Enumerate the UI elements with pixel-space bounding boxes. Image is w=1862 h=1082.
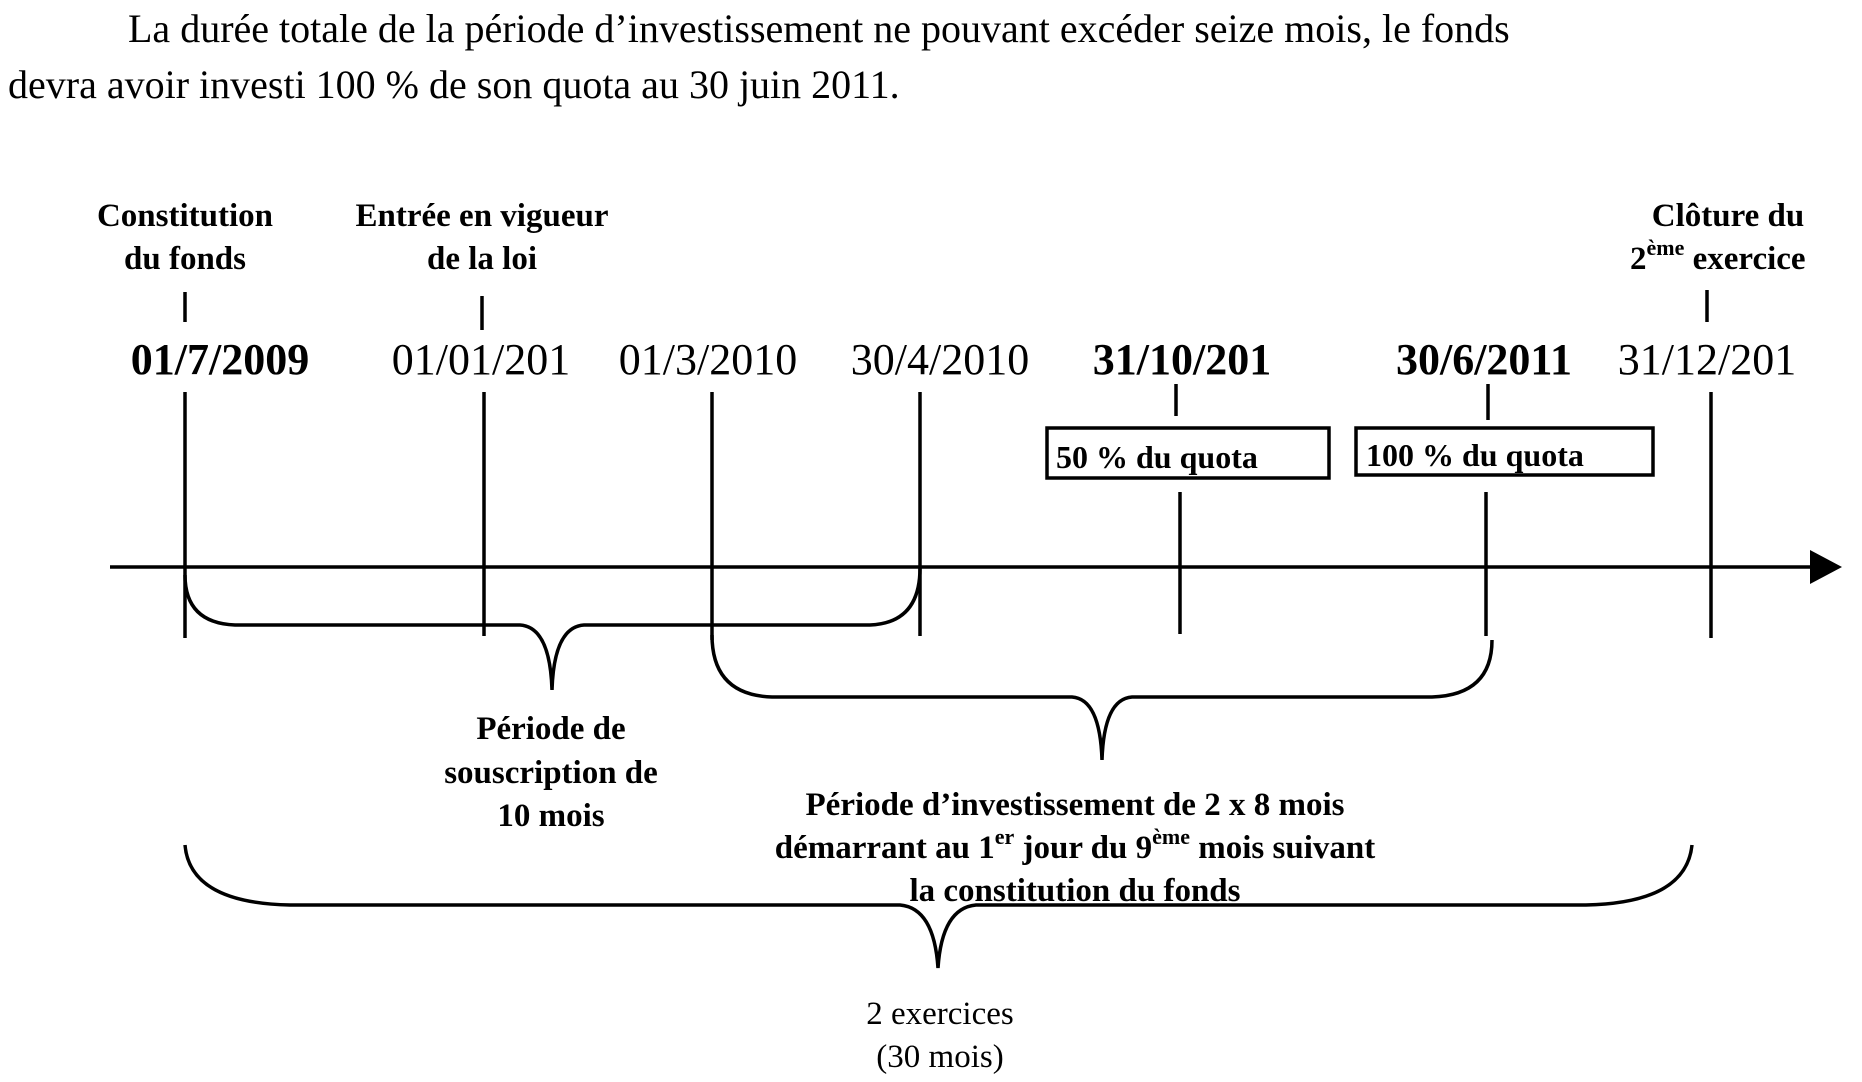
- label-souscription-line-1: Période de: [476, 711, 626, 747]
- label-cloture-line-1: Clôture du: [1651, 198, 1805, 234]
- brace-investissement: [712, 635, 1492, 760]
- label-exercices-line-1: 2 exercices: [866, 996, 1014, 1032]
- label-constitution-line-1: Constitution: [96, 198, 274, 234]
- label-cloture-rest: exercice: [1684, 241, 1806, 277]
- label-entree-line-2: de la loi: [426, 241, 538, 277]
- date-fin-souscription: 30/4/2010: [850, 335, 1030, 384]
- label-constitution-line-2: du fonds: [124, 241, 246, 277]
- label-investissement-line-1: Période d’investissement de 2 x 8 mois: [805, 787, 1345, 823]
- label-exercices-line-2: (30 mois): [876, 1039, 1004, 1075]
- label-investissement-line-3: la constitution du fonds: [909, 873, 1241, 909]
- date-quota-50: 31/10/201: [1092, 335, 1272, 384]
- label-cloture-superscript: ème: [1646, 235, 1685, 260]
- box-quota-100-text: 100 % du quota: [1366, 437, 1584, 473]
- box-quota-50-text: 50 % du quota: [1056, 439, 1258, 475]
- label-cloture-line-2: [1630, 235, 1806, 277]
- label-entree-line-1: Entrée en vigueur: [355, 198, 609, 234]
- label-investissement-line-2: démarrant au 1er jour du 9ème mois suivant: [774, 824, 1376, 866]
- brace-souscription: [185, 568, 920, 690]
- date-debut-investissement: 01/3/2010: [618, 335, 798, 384]
- label-souscription-line-3: 10 mois: [497, 798, 605, 834]
- paragraph-line-2: devra avoir investi 100 % de son quota au 30 juin 2011.: [8, 62, 900, 107]
- date-constitution: 01/7/2009: [130, 335, 310, 384]
- date-quota-100: 30/6/2011: [1395, 335, 1573, 384]
- label-souscription-line-2: souscription de: [444, 755, 658, 791]
- timeline-arrow-icon: [1810, 550, 1842, 584]
- label-cloture-number: 2: [1630, 241, 1647, 277]
- date-entree-vigueur: 01/01/201: [391, 335, 571, 384]
- paragraph-line-1: La durée totale de la période d’investissement ne pouvant excéder seize mois, le fonds: [128, 6, 1510, 51]
- date-cloture: 31/12/201: [1617, 335, 1797, 384]
